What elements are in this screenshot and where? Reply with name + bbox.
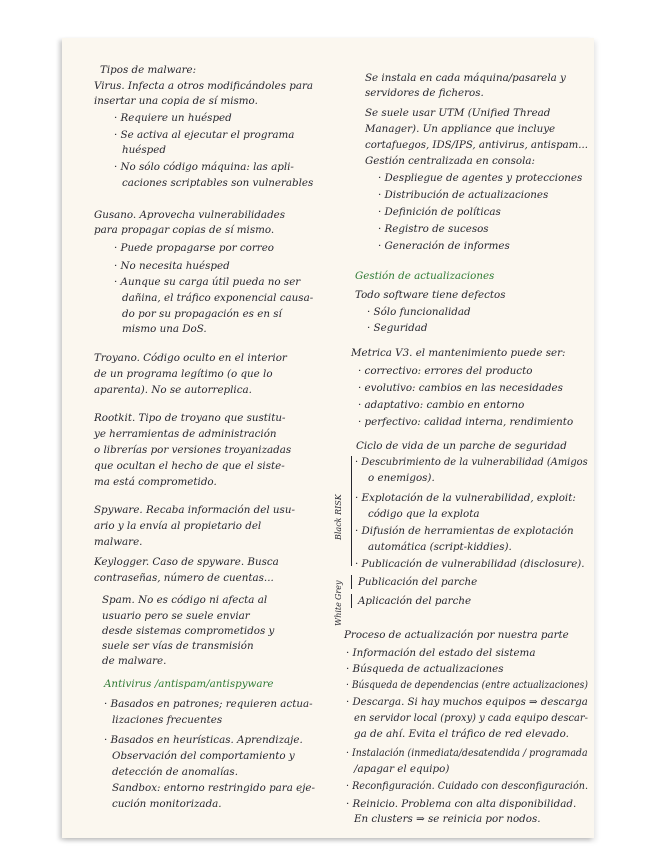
text-line: Metrica V3. el mantenimiento puede ser: [351, 347, 566, 359]
text-line: malware. [94, 536, 143, 548]
text-line: · Generación de informes [378, 240, 510, 252]
text-line: Publicación del parche [358, 576, 478, 588]
text-line: · Se activa al ejecutar el programa [114, 129, 295, 141]
text-line: · Reinicio. Problema con alta disponibilidad. [346, 798, 577, 810]
text-line: aparenta). No se autorreplica. [94, 384, 252, 396]
text-line: Se suele usar UTM (Unified Thread [365, 107, 551, 119]
text-line: o librerías por versiones troyanizadas [94, 444, 292, 456]
grey-label: Grey [334, 580, 343, 600]
text-line: detección de anomalías. [112, 766, 238, 778]
text-line: en servidor local (proxy) y cada equipo descar- [354, 712, 588, 724]
text-line: · Aunque su carga útil pueda no ser [114, 276, 301, 288]
text-line: que ocultan el hecho de que el siste- [94, 460, 285, 472]
text-line: · Sólo funcionalidad [367, 306, 471, 318]
text-line: desde sistemas comprometidos y [102, 625, 275, 637]
text-line: Proceso de actualización por nuestra parte [344, 629, 569, 641]
text-line: automática (script-kiddies). [368, 541, 512, 553]
text-line: Spam. No es código ni afecta al [102, 594, 268, 606]
text-line: Sandbox: entorno restringido para eje- [112, 782, 316, 794]
text-line: suele ser vías de transmisión [102, 640, 254, 652]
malware-types-heading: Tipos de malware: [100, 64, 197, 76]
text-line: · Reconfiguración. Cuidado con desconfiguración. [346, 780, 589, 792]
text-line: Keylogger. Caso de spyware. Busca [94, 556, 279, 568]
text-line: · Distribución de actualizaciones [378, 189, 549, 201]
antivirus-heading: Antivirus /antispam/antispyware [104, 678, 274, 690]
text-line: · Seguridad [367, 322, 428, 334]
text-line: Observación del comportamiento y [112, 750, 295, 762]
text-line: · Basados en patrones; requieren actua- [104, 698, 313, 710]
updates-heading: Gestión de actualizaciones [355, 270, 495, 282]
text-line: lizaciones frecuentes [112, 714, 223, 726]
text-line: caciones scriptables son vulnerables [122, 177, 314, 189]
text-line: Spyware. Recaba información del usu- [94, 504, 295, 516]
text-line: · Definición de políticas [378, 206, 501, 218]
text-line: · perfectivo: calidad interna, rendimiento [358, 416, 574, 428]
text-line: · Requiere un huésped [114, 112, 232, 124]
text-line: cortafuegos, IDS/IPS, antivirus, antispam... [365, 139, 588, 151]
text-line: · Descubrimiento de la vulnerabilidad (Amigos [355, 456, 588, 468]
text-line: contraseñas, número de cuentas... [94, 572, 274, 584]
text-line: ye herramientas de administración [94, 428, 277, 440]
white-label: White [334, 602, 343, 626]
text-line: Rootkit. Tipo de troyano que sustitu- [94, 412, 286, 424]
text-line: o enemigos). [368, 472, 435, 484]
text-line: · Búsqueda de actualizaciones [346, 663, 504, 675]
text-line: · evolutivo: cambios en las necesidades [358, 382, 563, 394]
text-line: Todo software tiene defectos [355, 289, 506, 301]
text-line: /apagar el equipo) [354, 763, 450, 775]
text-line: · Basados en heurísticas. Aprendizaje. [104, 734, 303, 746]
text-line: En clusters ⇒ se reinicia por nodos. [354, 813, 541, 825]
text-line: · Publicación de vulnerabilidad (disclosure). [355, 558, 585, 570]
grey-bracket [351, 575, 352, 589]
text-line: · Despliegue de agentes y protecciones [378, 172, 583, 184]
black-risk-label: Black RISK [334, 494, 343, 540]
text-line: insertar una copia de sí mismo. [94, 95, 258, 107]
text-line: para propagar copias de sí mismo. [94, 224, 275, 236]
text-line: · Difusión de herramientas de explotación [355, 525, 574, 537]
text-line: ga de ahí. Evita el tráfico de red elevado. [354, 728, 569, 740]
text-line: de un programa legítimo (o que lo [94, 368, 273, 380]
text-line: Manager). Un appliance que incluye [365, 123, 556, 135]
text-line: código que la explota [368, 508, 480, 520]
text-line: Troyano. Código oculto en el interior [94, 352, 287, 364]
text-line: mismo una DoS. [122, 323, 207, 335]
text-line: · Información del estado del sistema [346, 647, 536, 659]
text-line: cución monitorizada. [112, 798, 222, 810]
text-line: huésped [122, 144, 166, 156]
text-line: de malware. [102, 655, 167, 667]
text-line: · correctivo: errores del producto [358, 365, 533, 377]
text-line: usuario pero se suele enviar [102, 610, 250, 622]
text-line: · No sólo código máquina: las apli- [114, 161, 294, 173]
white-bracket [351, 594, 352, 608]
text-line: Se instala en cada máquina/pasarela y [365, 72, 566, 84]
text-line: · Búsqueda de dependencias (entre actualizaciones) [346, 679, 588, 691]
notebook-page [62, 38, 594, 838]
patch-cycle-heading: Ciclo de vida de un parche de seguridad [356, 440, 567, 452]
text-line: ario y la envía al propietario del [94, 520, 262, 532]
text-line: · Registro de sucesos [378, 223, 489, 235]
text-line: Virus. Infecta a otros modificándoles para [94, 80, 314, 92]
text-line: · Explotación de la vulnerabilidad, exploit: [355, 492, 576, 504]
text-line: Gestión centralizada en consola: [365, 155, 535, 167]
text-line: dañina, el tráfico exponencial causa- [122, 292, 314, 304]
text-line: Aplicación del parche [358, 595, 472, 607]
text-line: do por su propagación es en sí [122, 308, 282, 320]
black-risk-bracket [351, 456, 352, 566]
text-line: · Puede propagarse por correo [114, 242, 274, 254]
text-line: ma está comprometido. [94, 476, 217, 488]
text-line: servidores de ficheros. [365, 87, 484, 99]
text-line: · Instalación (inmediata/desatendida / programada [346, 747, 588, 759]
text-line: Gusano. Aprovecha vulnerabilidades [94, 209, 286, 221]
text-line: · Descarga. Si hay muchos equipos ⇒ descarga [346, 696, 588, 708]
text-line: · No necesita huésped [114, 260, 230, 272]
text-line: · adaptativo: cambio en entorno [358, 399, 525, 411]
